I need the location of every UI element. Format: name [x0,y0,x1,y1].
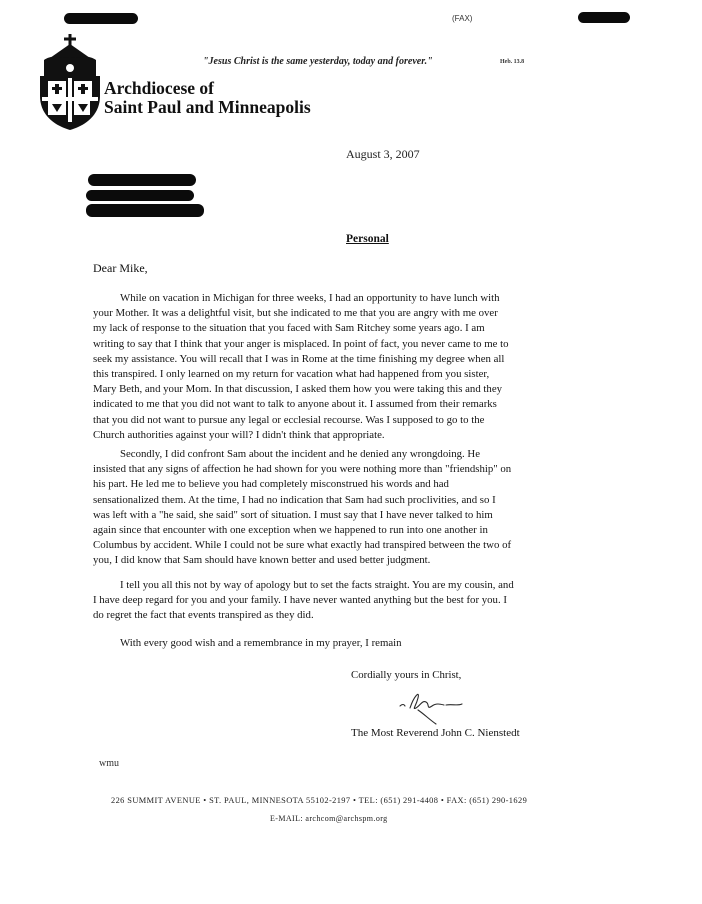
org-name-line-1: Archdiocese of [104,78,214,98]
paragraph-line: do regret the fact that events transpired as they did. [93,609,314,622]
paragraph-line: While on vacation in Michigan for three weeks, I had an opportunity to have lunch with [120,292,500,304]
paragraph-line: Church authorities against your will? I didn't think that appropriate. [93,428,385,441]
paragraph-line: I have deep regard for you and your family. I have never wanted anything but the best for you. I [93,594,507,607]
paragraph-line: his part. He led me to believe you had completely misconstrued his words and had [93,478,449,491]
valediction: Cordially yours in Christ, [351,669,462,681]
footer-email: E-MAIL: archcom@archspm.org [270,814,388,823]
paragraph-line: you, I did know that Sam should have known better and used better judgment. [93,554,431,567]
handwritten-signature [396,686,486,728]
paragraph-line: seek my assistance. You will recall that I was in Rome at the time finishing my degree when all [93,352,505,365]
personal-marking: Personal [346,233,389,245]
paragraph-line: Columbus by accident. While I could not be sure what exactly had transpired between the two of [93,539,512,552]
paragraph-line: sensationalized them. At the time, I had no indication that Sam had such proclivities, and so I [93,493,496,506]
redaction-address-line-2 [86,190,194,201]
letter-date: August 3, 2007 [346,147,420,161]
paragraph-line: your Mother. It was a delightful visit, but she indicated to me that you are angry with me over [93,307,498,320]
signer-name: The Most Reverend John C. Nienstedt [351,727,520,739]
org-name-line-2: Saint Paul and Minneapolis [104,97,311,117]
scripture-motto: "Jesus Christ is the same yesterday, today and forever." [203,56,433,67]
salutation: Dear Mike, [93,261,148,275]
body-paragraph-1 [93,291,509,443]
paragraph-line: insisted that any signs of affection he had shown for you were nothing more than "friendship" on [93,463,512,476]
paragraph-line: again since that encounter with one exception when we happened to run into one another in [93,524,488,537]
paragraph-line: was left with a "he said, she said" sort of situation. I must say that I have never talked to him [93,508,493,521]
archdiocese-crest-logo [38,34,102,132]
closing-line: With every good wish and a remembrance in my prayer, I remain [120,637,402,649]
scripture-reference: Heb. 13.8 [500,59,525,65]
footer-address: 226 SUMMIT AVENUE • ST. PAUL, MINNESOTA 55102-2197 • TEL: (651) 291-4408 • FAX: (651) 290-1629 [111,796,528,805]
paragraph-line: indicated to me that you did not want to talk to anyone about it. I assumed from their remarks [93,398,497,411]
typist-initials: wmu [99,758,119,769]
paragraph-line: my lack of response to the situation that you faced with Sam Ritchey some years ago. I am [93,322,485,335]
paragraph-line: that you did not want to pursue any legal or ecclesial recourse. Was I supposed to go to the [93,413,485,426]
letterhead-organization [104,79,311,117]
paragraph-line: this transpired. I only learned on my return for vacation what had happened from you sister, [93,368,490,381]
paragraph-line: Secondly, I did confront Sam about the incident and he denied any wrongdoing. He [120,448,481,460]
redaction-address-line-1 [88,174,196,186]
body-paragraph-3 [93,578,514,624]
paragraph-line: Mary Beth, and your Mom. In that discussion, I asked them how you were taking this and they [93,383,503,396]
redaction-top-right [578,12,630,23]
paragraph-line: writing to say that I think that your anger is misplaced. In point of fact, you never came to me to [93,337,509,350]
body-paragraph-2 [93,447,511,569]
paragraph-line: I tell you all this not by way of apology but to set the facts straight. You are my cousin, and [120,579,514,591]
redaction-address-line-3 [86,204,204,217]
fax-mark: (FAX) [452,14,473,23]
redaction-top-left [64,13,138,24]
